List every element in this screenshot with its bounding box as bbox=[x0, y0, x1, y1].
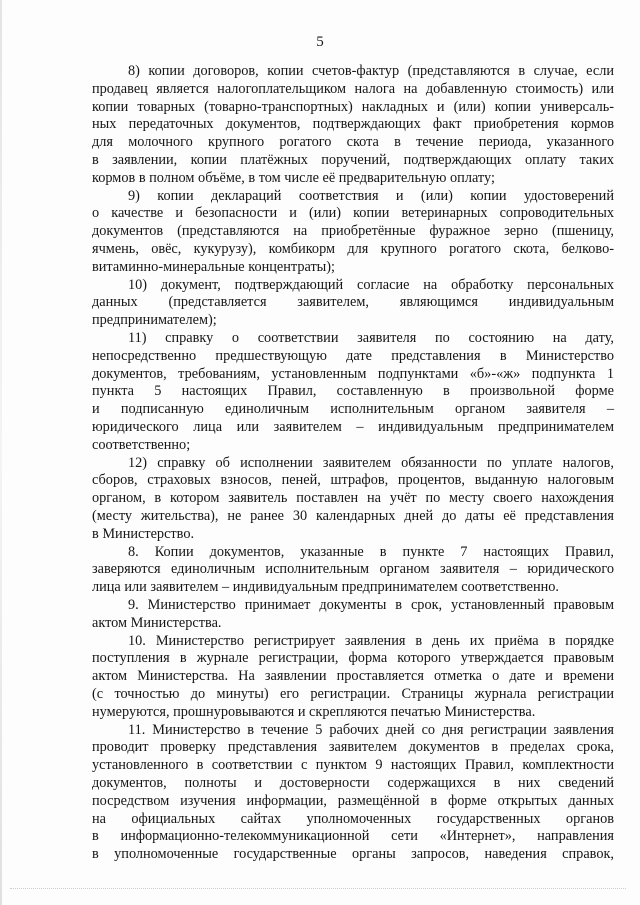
text-line: и подписанную единоличным исполнительным органом заявителя – bbox=[92, 401, 614, 418]
text-line: актом Министерства. bbox=[92, 614, 222, 631]
text-line: витаминно-минеральные концентраты); bbox=[92, 258, 336, 275]
paragraph-first-line: 10. Министерство регистрирует заявления в день их приёма в порядке bbox=[128, 632, 614, 649]
text-line: о качестве и безопасности и (или) копии ветеринарных сопроводительных bbox=[92, 205, 614, 222]
text-line: лица или заявителем – индивидуальным предпринимателем соответственно. bbox=[92, 579, 559, 596]
text-line: документов, требованиям, установленным подпунктами «б»-«ж» подпункта 1 bbox=[92, 365, 614, 382]
paragraph-first-line: 11. Министерство в течение 5 рабочих дней со дня регистрации заявления bbox=[128, 721, 614, 738]
text-line: продавец является налогоплательщиком налога на добавленную стоимость) или bbox=[92, 80, 614, 97]
text-line: актом Министерства. На заявлении проставляется отметка о дате и времени bbox=[92, 668, 614, 685]
paragraph-first-line: 9. Министерство принимает документы в срок, установленный правовым bbox=[128, 597, 614, 613]
text-line: предпринимателем); bbox=[92, 312, 217, 329]
text-line: нумеруются, прошнуровываются и скрепляются печатью Министерства. bbox=[92, 703, 536, 720]
scan-edge bbox=[0, 0, 2, 905]
text-line: сборов, страховых взносов, пеней, штрафов, процентов, выданную налоговым bbox=[92, 472, 614, 489]
text-line: в Министерство. bbox=[92, 525, 195, 542]
text-line: проводит проверку представления заявителем документов в пределах срока, bbox=[92, 739, 614, 756]
text-line: данных (представляется заявителем, являющимся индивидуальным bbox=[92, 294, 614, 311]
text-line: в уполномоченные государственные органы запросов, наведения справок, bbox=[92, 846, 614, 863]
text-line: органом, в котором заявитель поставлен на учёт по месту своего нахождения bbox=[92, 490, 614, 507]
text-line: посредством изучения информации, размещённой в форме открытых данных bbox=[92, 792, 614, 809]
text-line: соответственно; bbox=[92, 436, 191, 453]
scan-bottom-edge bbox=[10, 888, 626, 890]
text-line: непосредственно предшествующую дате представления в Министерство bbox=[92, 347, 614, 364]
paragraph-first-line: 11) справку о соответствии заявителя по состоянию на дату, bbox=[128, 330, 614, 346]
text-line: ячмень, овёс, кукурузу), комбикорм для крупного рогатого скота, белково- bbox=[92, 241, 614, 257]
text-line: пункта 5 настоящих Правил, составленную в произвольной форме bbox=[92, 383, 614, 400]
paragraph-first-line: 9) копии деклараций соответствия и (или) копии удостоверений bbox=[128, 187, 614, 204]
text-line: кормов в полном объёме, в том числе её предварительную оплату; bbox=[92, 169, 495, 186]
paragraph-first-line: 8. Копии документов, указанные в пункте 7 настоящих Правил, bbox=[128, 543, 614, 560]
text-line: заверяются единоличным исполнительным органом заявителя – юридического bbox=[92, 561, 614, 578]
text-line: установленного в соответствии с пунктом 9 настоящих Правил, комплектности bbox=[92, 757, 614, 774]
text-line: копии товарных (товарно-транспортных) накладных и (или) копии универсаль- bbox=[92, 98, 614, 115]
paragraph-first-line: 10) документ, подтверждающий согласие на обработку персональных bbox=[128, 276, 614, 293]
paragraph-first-line: 12) справку об исполнении заявителем обязанности по уплате налогов, bbox=[128, 454, 614, 471]
page-number: 5 bbox=[316, 34, 324, 50]
text-line: юридического лица или заявителем – индивидуальным предпринимателем bbox=[92, 419, 614, 435]
text-line: (с точностью до минуты) его регистрации. Страницы журнала регистрации bbox=[92, 686, 614, 702]
text-line: ных передаточных документов, подтверждающих факт приобретения кормов bbox=[92, 116, 614, 133]
text-line: в заявлении, копии платёжных поручений, подтверждающих оплату таких bbox=[92, 152, 614, 168]
paragraph-first-line: 8) копии договоров, копии счетов-фактур (представляются в случае, если bbox=[128, 63, 614, 79]
text-line: документов (представляются на приобретённые фуражное зерно (пшеницу, bbox=[92, 223, 614, 240]
text-line: документов, полноты и достоверности содержащихся в них сведений bbox=[92, 775, 614, 791]
text-line: на официальных сайтах уполномоченных государственных органов bbox=[92, 810, 614, 827]
text-line: для молочного крупного рогатого скота в течение периода, указанного bbox=[92, 134, 614, 151]
text-line: (месту жительства), не ранее 30 календарных дней до даты её представления bbox=[92, 508, 614, 524]
text-line: в информационно-телекоммуникационной сети «Интернет», направления bbox=[92, 828, 614, 845]
text-line: поступления в журнале регистрации, форма которого утверждается правовым bbox=[92, 650, 614, 667]
